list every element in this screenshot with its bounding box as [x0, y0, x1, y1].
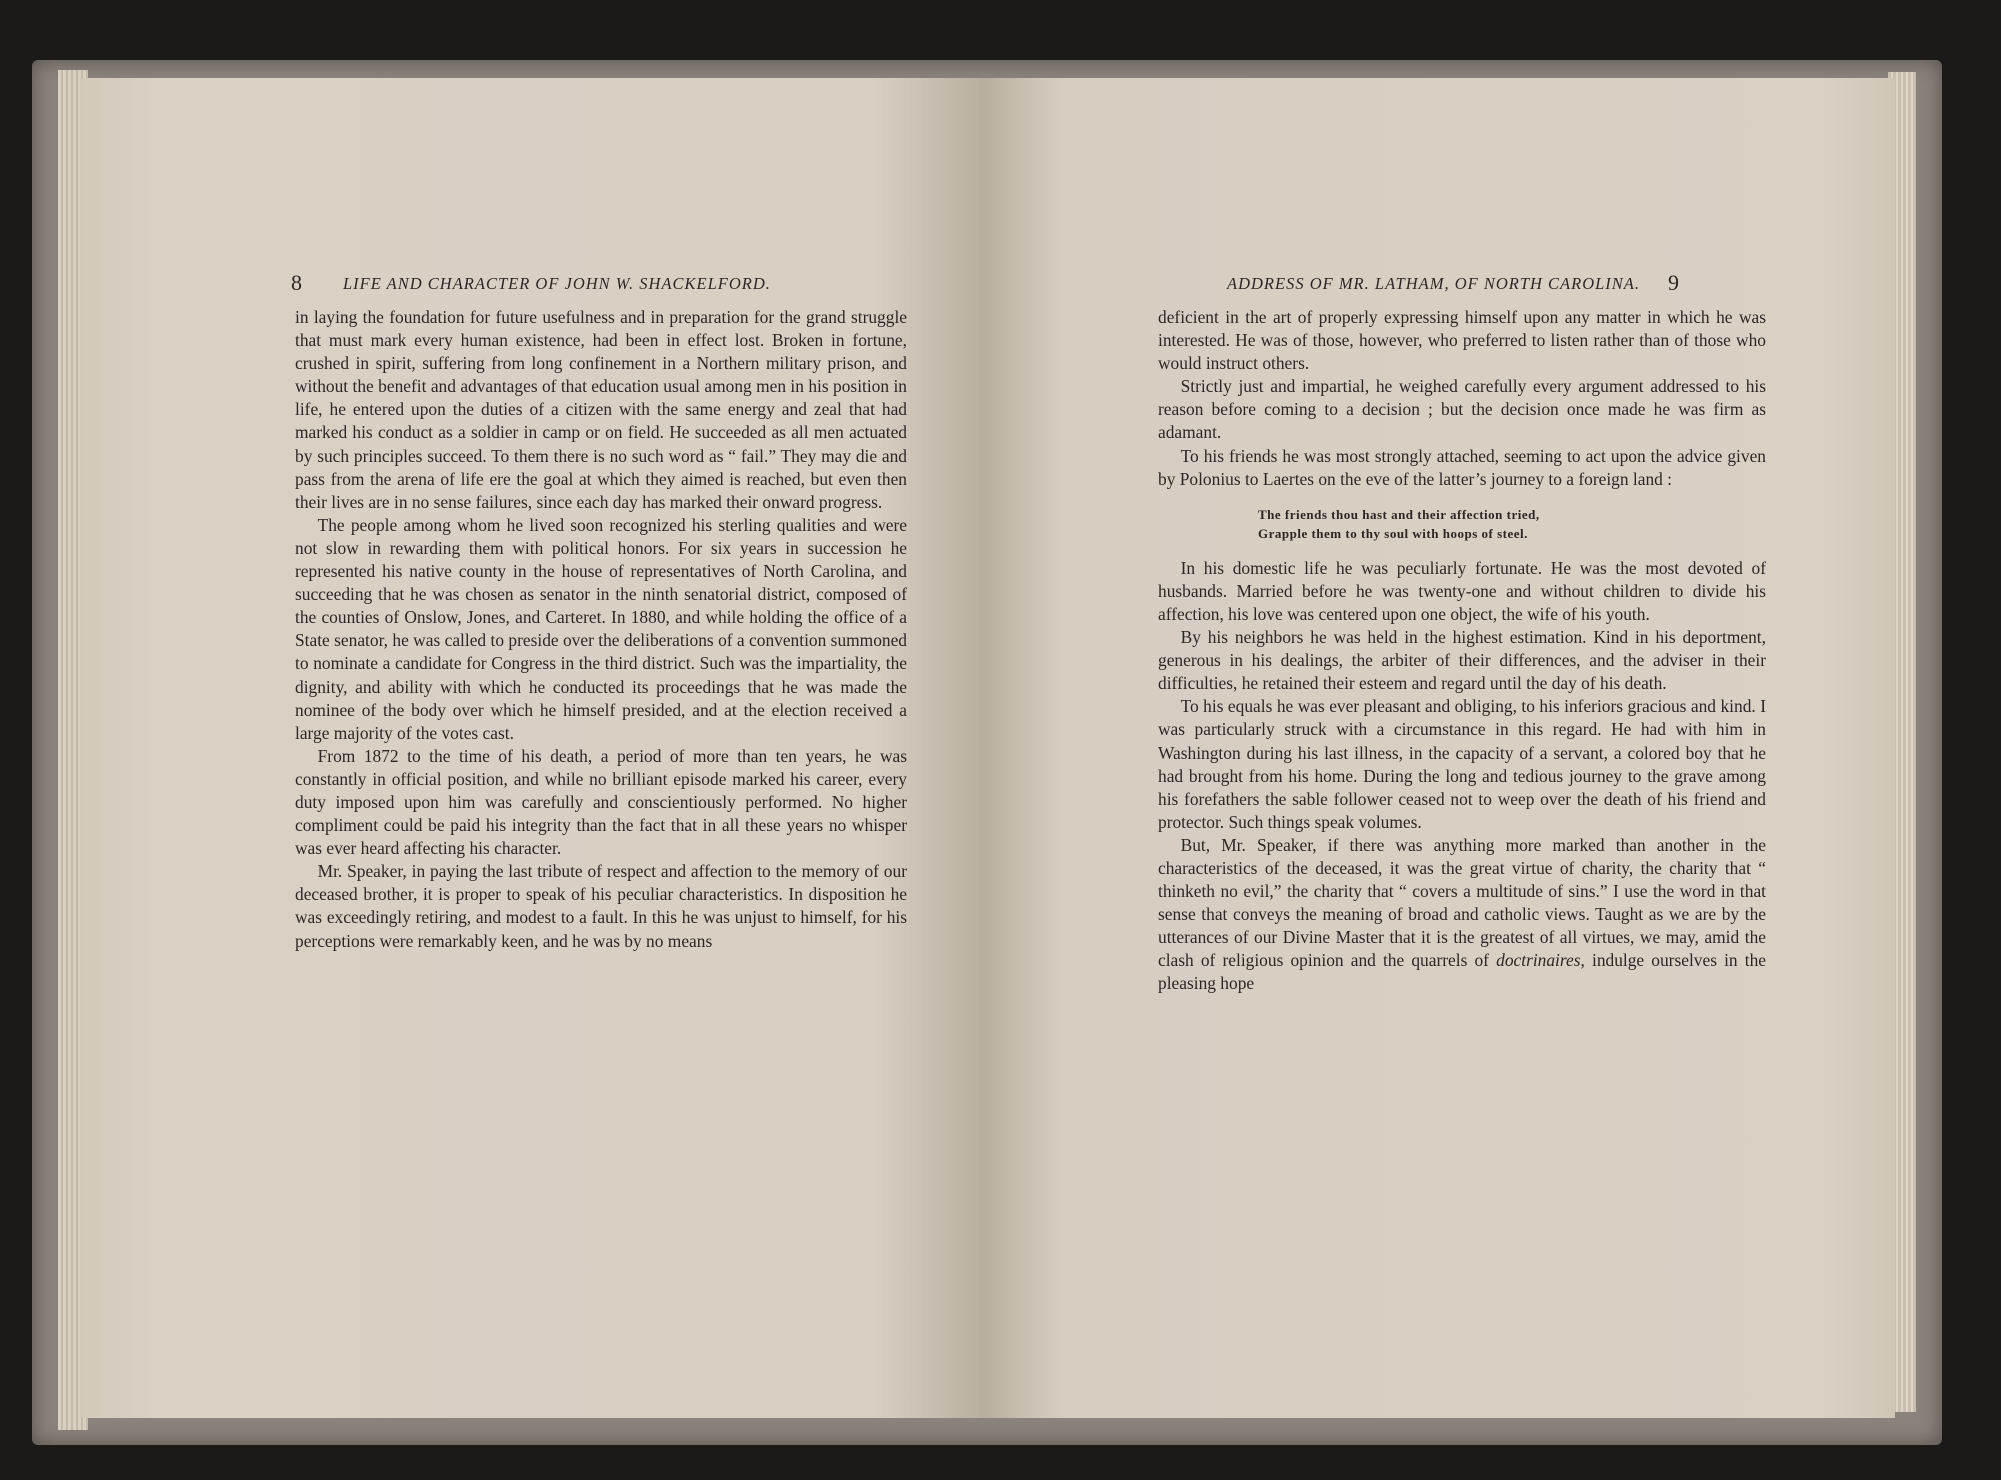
paragraph: Strictly just and impartial, he weighed carefully every argument addressed to his reason before coming to a decision ; but the decision once made he was firm as adamant. — [1158, 376, 1766, 443]
paragraph: By his neighbors he was held in the highest estimation. Kind in his deportment, generous in his dealings, the arbiter of their differences, and the adviser in their difficulties, he retained their esteem and regard until the day of his death. — [1158, 627, 1766, 694]
left-running-head: LIFE AND CHARACTER OF JOHN W. SHACKELFORD. — [343, 274, 771, 293]
left-page-number: 8 — [291, 270, 302, 295]
italic-word: doctrinaires, — [1496, 950, 1585, 971]
quote-line: The friends thou hast and their affection tried, — [1258, 506, 1540, 522]
paragraph: From 1872 to the time of his death, a period of more than ten years, he was constantly in official position, and while no brilliant episode marked his career, every duty imposed upon him was carefully and conscientiously performed. No higher compliment could be paid his integrity than the fact that in all these years no whisper was ever heard affecting his character. — [295, 745, 907, 859]
left-page-body — [295, 306, 907, 953]
right-page-number: 9 — [1668, 270, 1679, 295]
paragraph-text: But, Mr. Speaker, if there was anything more marked than another in the characteristics of the deceased, it was the great virtue of charity, the charity that “ thinketh no evil,” the charity that “ covers a multitude of sins.” I use the word in that sense that conveys the meaning of broad and catholic views. Taught as we are by the utterances of our Divine Master that it is the greatest of all virtues, we may, amid the clash of religious opinion and the quarrels of — [1158, 834, 1766, 971]
verse-quote — [1258, 505, 1766, 543]
left-page — [80, 78, 980, 1418]
paragraph: The people among whom he lived soon recognized his sterling qualities and were not slow in rewarding them with political honors. For six years in succession he represented his native county in the house of representatives of North Carolina, and succeeding that he was chosen as senator in the ninth senatorial district, composed of the counties of Onslow, Jones, and Carteret. In 1880, and while holding the office of a State senator, he was called to preside over the deliberations of a convention summoned to nominate a candidate for Congress in the third district. Such was the impartiality, the dignity, and ability with which he conducted its proceedings that he was made the nominee of the body over which he himself presided, and at the election received a large majority of the votes cast. — [295, 514, 907, 743]
paragraph: deficient in the art of properly expressing himself upon any matter in which he was interested. He was of those, however, who preferred to listen rather than of those who would instruct others. — [1158, 307, 1766, 374]
paragraph: in laying the foundation for future usefulness and in preparation for the grand struggle that must mark every human existence, had been in effect lost. Broken in fortune, crushed in spirit, suffering from long confinement in a Northern military prison, and without the benefit and advantages of that education usual among men in his position in life, he entered upon the duties of a citizen with the same energy and zeal that had marked his conduct as a soldier in camp or on field. He succeeded as all men actuated by such principles succeed. To them there is no such word as “ fail.” They may die and pass from the arena of life ere the goal at which they aimed is reached, but even then their lives are in no sense failures, since each day has marked their onward progress. — [295, 307, 907, 512]
right-page — [980, 78, 1895, 1418]
paragraph: To his equals he was ever pleasant and obliging, to his inferiors gracious and kind. I was particularly struck with a circumstance in this regard. He had with him in Washington during his last illness, in the capacity of a servant, a colored boy that he had brought from his home. During the long and tedious journey to the grave among his forefathers the sable follower ceased not to weep over the death of his friend and protector. Such things speak volumes. — [1158, 696, 1766, 832]
paragraph-text: indulge ourselves in the pleasing hope — [1158, 950, 1766, 994]
right-running-head: ADDRESS OF MR. LATHAM, OF NORTH CAROLINA. — [1227, 274, 1640, 293]
quote-line: Grapple them to thy soul with hoops of steel. — [1258, 525, 1528, 541]
paragraph — [1158, 834, 1766, 996]
right-page-body — [1158, 306, 1766, 996]
paragraph: To his friends he was most strongly attached, seeming to act upon the advice given by Polonius to Laertes on the eve of the latter’s journey to a foreign land : — [1158, 445, 1766, 489]
paragraph: In his domestic life he was peculiarly fortunate. He was the most devoted of husbands. Married before he was twenty-one and without children to divide his affection, his love was centered upon one object, the wife of his youth. — [1158, 557, 1766, 624]
paragraph: Mr. Speaker, in paying the last tribute of respect and affection to the memory of our deceased brother, it is proper to speak of his peculiar characteristics. In disposition he was exceedingly retiring, and modest to a fault. In this he was unjust to himself, for his perceptions were remarkably keen, and he was by no means — [295, 861, 907, 951]
